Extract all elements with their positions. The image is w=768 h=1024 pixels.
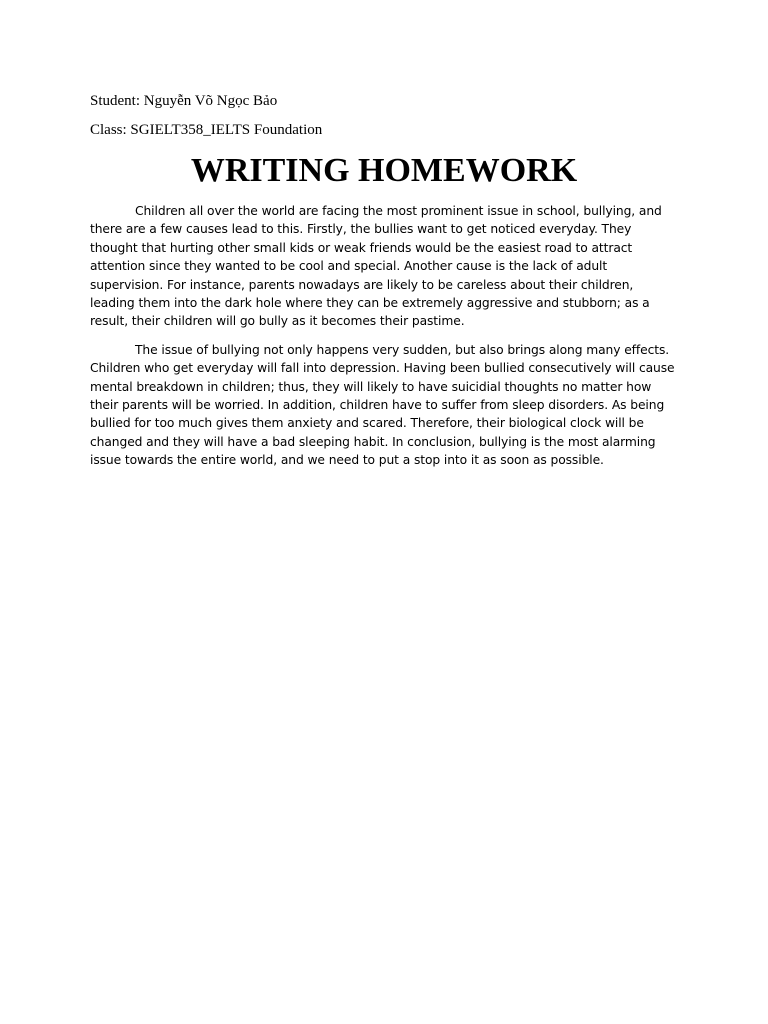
class-line: Class: SGIELT358_IELTS Foundation — [90, 122, 323, 138]
paragraph-effects: The issue of bullying not only happens very sudden, but also brings along many effects. Children who get everyday will fall into depression. Having been bullied consecutively will cause mental breakdown in children; thus, they will likely to have suicidial thoughts no matter how their parents will be worried. In addition, children have to suffer from sleep disorders. As being bullied for too much gives them anxiety and scared. Therefore, their biological clock will be changed and they will have a bad sleeping habit. In conclusion, bullying is the most alarming issue towards the entire world, and we need to put a stop into it as soon as possible. — [90, 342, 675, 468]
student-name-line: Student: Nguyễn Võ Ngọc Bảo — [90, 93, 278, 109]
document-body — [90, 202, 680, 480]
document-title: WRITING HOMEWORK — [190, 152, 578, 189]
paragraph-causes: Children all over the world are facing the most prominent issue in school, bullying, and there are a few causes lead to this. Firstly, the bullies want to get noticed everyday. They thought that hurting other small kids or weak friends would be the easiest road to attract attention since they wanted to be cool and special. Another cause is the lack of adult supervision. For instance, parents nowadays are likely to be careless about their children, leading them into the dark hole where they can be extremely aggressive and stubborn; as a result, their children will go bully as it becomes their pastime. — [90, 204, 662, 329]
